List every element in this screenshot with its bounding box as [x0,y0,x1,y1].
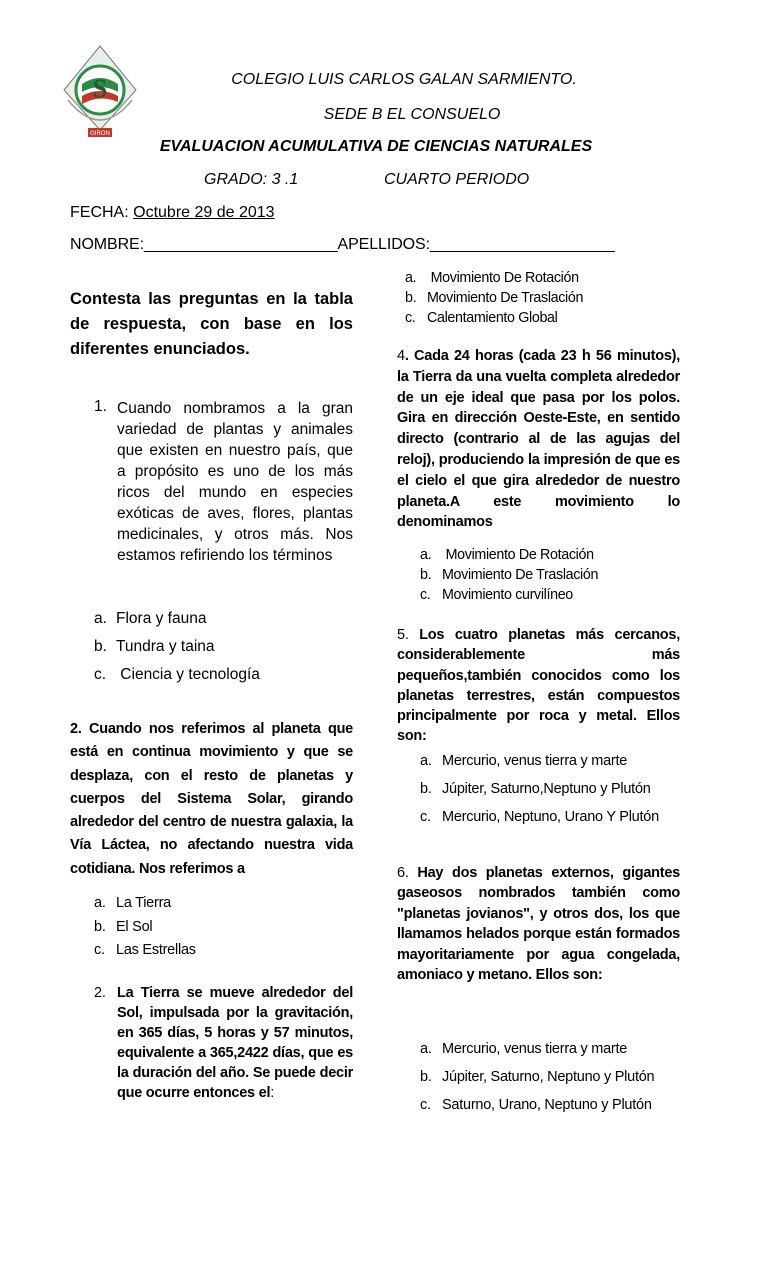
school-logo [62,44,138,140]
option-letter: c. [420,809,431,825]
q2-option-c [94,940,196,960]
q5-option-a [420,751,627,771]
grade: GRADO: 3 .1 [204,171,299,188]
q4-option-b [420,565,598,585]
option-letter: a. [94,610,107,627]
option-letter: c. [94,942,105,958]
q4-option-c [420,585,573,605]
q5-text [397,625,680,747]
option-letter: b. [420,567,432,583]
option-letter: a. [94,895,106,911]
q1-text: Cuando nombramos a la gran variedad de plantas y animales que existen en nuestro país, que a propósito es uno de los más ricos del mundo en especies exóticas de aves, flores, plantas medicinales, y otros más. Nos estamos refiriendo los términos [117,400,353,564]
q5-option-b [420,779,651,799]
q6-option-a [420,1039,627,1059]
q3-option-b [405,288,583,308]
period: CUARTO PERIODO [384,171,530,188]
q3-option-c [405,308,558,328]
date-label: FECHA: [70,204,129,221]
q1-option-c [94,664,260,685]
q5-body: Los cuatro planetas más cercanos, considerablemente más pequeños,también conocidos como los planetas terrestres, están compuestos principalmente por roca y metal. Ellos son: [397,627,680,745]
option-text: Movimiento De Rotación [427,270,579,286]
q1-number: 1. [94,398,107,415]
option-letter: a. [420,1041,432,1057]
name-line: NOMBRE:______________________APELLIDOS:_____________________ [70,236,615,253]
q3-body: La Tierra se mueve alrededor del Sol, impulsada por la gravitación, en 365 días, 5 horas y 57 minutos, equivalente a 365,2422 días, que es la duración del año. Se puede decir que ocurre entonces el [117,985,353,1101]
instructions: Contesta las preguntas en la tabla de respuesta, con base en los diferentes enunciados. [70,290,353,358]
option-text: Movimiento De Traslación [442,567,599,583]
option-text: Júpiter, Saturno, Neptuno y Plutón [442,1069,655,1085]
q5-option-c [420,807,659,827]
q4-number: 4 [397,348,405,364]
q3-option-a [405,268,579,288]
q2-option-a [94,893,171,913]
option-letter: a. [405,270,417,286]
q3-number: 2. [94,985,106,1001]
option-text: Mercurio, venus tierra y marte [442,1041,628,1057]
option-letter: a. [420,547,432,563]
q4-body: . Cada 24 horas (cada 23 h 56 minutos), la Tierra da una vuelta completa alrededor de un eje ideal que pasa por los polos. Gira en dirección Oeste-Este, en sentido directo (contrario al de las agujas del reloj), produciendo la impresión de que es el cielo el que gira alrededor de nuestro planeta.A este movimiento lo denominamos [397,348,680,531]
q1-option-a [94,608,206,629]
option-letter: c. [405,310,416,326]
option-text: Movimiento curvilíneo [442,587,573,603]
option-letter: c. [420,587,431,603]
option-text: Ciencia y tecnología [116,666,260,683]
q6-body: Hay dos planetas externos, gigantes gaseosos nombrados también como "planetas jovianos", y otros dos, los que llamamos helados porque están formados mayoritariamente por agua congelada, amoniaco y metano. Ellos son: [397,865,680,984]
q3-text [117,983,353,1103]
q5-number: 5. [397,627,409,643]
q4-text [397,346,680,533]
option-text: Movimiento De Rotación [442,547,594,563]
option-text: Movimiento De Traslación [427,290,584,306]
option-text: El Sol [116,919,153,935]
campus-name: SEDE B EL CONSUELO [323,106,501,123]
option-text: Mercurio, Neptuno, Urano Y Plutón [442,809,659,825]
option-text: Calentamiento Global [427,310,558,326]
option-text: Flora y fauna [116,610,207,627]
school-name: COLEGIO LUIS CARLOS GALAN SARMIENTO. [231,71,577,88]
q6-text [397,863,680,985]
q2-text: 2. Cuando nos referimos al planeta que está en continua movimiento y que se desplaza, con el resto de planetas y cuerpos del Sistema Solar, girando alrededor del centro de nuestra galaxia, la Vía Láctea, no afectando nuestra vida cotidiana. Nos referimos a [70,721,353,877]
logo-tag: GIRON [90,131,110,137]
option-text: Júpiter, Saturno,Neptuno y Plutón [442,781,651,797]
option-letter: b. [405,290,417,306]
option-letter: b. [420,1069,432,1085]
option-letter: b. [94,919,106,935]
option-text: Tundra y taina [116,638,215,655]
q3-end: : [270,1085,275,1101]
q6-number: 6. [397,865,409,881]
logo-letter: S [92,74,108,103]
option-letter: b. [420,781,432,797]
date-value: Octubre 29 de 2013 [133,204,275,221]
option-letter: b. [94,638,107,655]
exam-title: EVALUACION ACUMULATIVA DE CIENCIAS NATURALES [159,138,593,155]
option-letter: a. [420,753,432,769]
option-letter: c. [420,1097,431,1113]
q4-option-a [420,545,594,565]
option-text: Saturno, Urano, Neptuno y Plutón [442,1097,652,1113]
q6-option-c [420,1095,652,1115]
date-row [70,204,275,222]
q6-option-b [420,1067,654,1087]
option-text: Mercurio, venus tierra y marte [442,753,628,769]
q2-option-b [94,917,152,937]
q1-option-b [94,636,215,657]
option-letter: c. [94,666,107,683]
option-text: La Tierra [116,895,171,911]
option-text: Las Estrellas [116,942,196,958]
